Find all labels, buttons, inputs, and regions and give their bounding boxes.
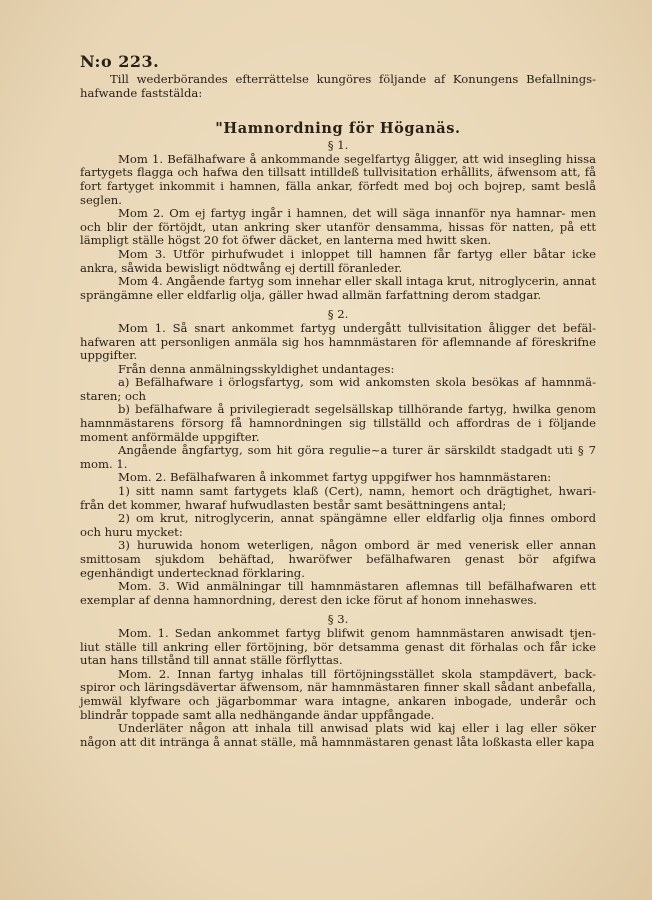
section-1-heading: § 1. xyxy=(327,138,349,153)
s1-mom3: Mom 3. Utför pirhufwudet i inloppet till hamnen får fartyg eller båtar icke ankra, såwida bewisligt nödtwång ej dertill föranleder. xyxy=(80,246,596,275)
s3-mom1: Mom. 1. Sedan ankommet fartyg blifwit genom hamnmästaren anwisadt tjen- liut ställe till ankring eller förtöjning, bör detsamma genast dit förhalas och får icke utan hans tillstånd till annat ställe förflyttas. xyxy=(80,625,596,668)
s3-mom2: Mom. 2. Innan fartyg inhalas till förtöjningsstället skola stampdävert, back- spiror och läringsdävertar äfwensom, när hamnmästaren finner skall sådant anbefalla, jemwäl klyfware och jägarbommar wara intagne, ankaren inbogade, underår och blindrår toppade samt alla nedhängande ändar uppfångade. xyxy=(80,666,596,722)
document-number: N:o 223. xyxy=(80,52,160,71)
s2-mom2-item-1: 1) sitt namn samt fartygets klaß (Cert), namn, hemort och drägtighet, hwari- från det kommer, hwaraf hufwudlasten består samt besättningens antal; xyxy=(80,484,596,512)
s2-mom3: Mom. 3. Wid anmälningar till hamnmästaren aflemnas till befälhafwaren ett exemplar af denna hamnordning, derest den icke förut af honom innehaswes. xyxy=(80,579,596,607)
s2-mom1-steamers: Angående ångfartyg, som hit göra regulie~a turer är särskildt stadgadt uti § 7 mom. 1. xyxy=(80,443,596,471)
s1-mom4: Mom 4. Angående fartyg som innehar eller skall intaga krut, nitroglycerin, annat sprängämne eller eldfarlig olja, gäller hwad allmän farfattning derom stadgar. xyxy=(80,274,596,302)
s3-mom2-continued: Underläter någon att inhala till anwisad plats wid kaj eller i lag eller söker någon att dit intränga å annat ställe, må hamnmästaren genast låta loßkasta eller kapa xyxy=(80,721,596,749)
s2-mom2-item-2: 2) om krut, nitroglycerin, annat spängämne eller eldfarlig olja finnes ombord och huru mycket: xyxy=(80,511,596,539)
s2-mom2-item-3: 3) huruwida honom weterligen, någon ombord är med venerisk eller annan smittosam sjukdom behäftad, hwaröfwer befälhafwaren genast bör afgifwa egenhändigt undertecknad förklaring. xyxy=(80,538,596,580)
s2-mom2: Mom. 2. Befälhafwaren å inkommet fartyg uppgifwer hos hamnmästaren: xyxy=(118,470,552,485)
s2-mom1-item-b: b) befälhafware å privilegieradt segelsällskap tillhörande fartyg, hwilka genom hamnmästarens försorg få hamnordningen sig tillställd och affordras de i följande moment anförmälde uppgifter. xyxy=(80,402,596,444)
document-title: "Hamnordning för Höganäs. xyxy=(215,120,461,138)
s1-mom2: Mom 2. Om ej fartyg ingår i hamnen, det will säga innanför nya hamnar- men och blir der förtöjdt, utan ankring sker utanför densamma, hissas för natten, på ett lämpligt ställe högst 20 fot öfwer däcket, en lanterna med hwitt sken. xyxy=(80,206,596,248)
s2-mom1: Mom 1. Så snart ankommet fartyg undergått tullvisitation åligger det befäl- hafwaren att personligen anmäla sig hos hamnmästaren för aflemnande af föreskrifne uppgifter. xyxy=(80,320,596,363)
s2-mom1-item-a: a) Befälhafware i örlogsfartyg, som wid ankomsten skola besökas af hamnmä- staren; och xyxy=(80,375,596,403)
section-3-heading: § 3. xyxy=(327,612,349,627)
s1-mom1: Mom 1. Befälhafware å ankommande segelfartyg åligger, att wid insegling hissa fartygets flagga och hafwa den tillsatt intilldeß tullvisitation erhållits, äfwensom att, få fort fartyget inkommit i hamnen, fälla ankar, förfedt med boj och bojrep, samt beslå seglen. xyxy=(80,151,596,207)
section-2-heading: § 2. xyxy=(327,307,349,322)
intro-paragraph: Till wederbörandes efterrättelse kungöres följande af Konungens Befallnings- hafwande faststälda: xyxy=(80,72,596,100)
s2-mom1-exemptions: Från denna anmälningsskyldighet undantages: xyxy=(118,361,395,376)
